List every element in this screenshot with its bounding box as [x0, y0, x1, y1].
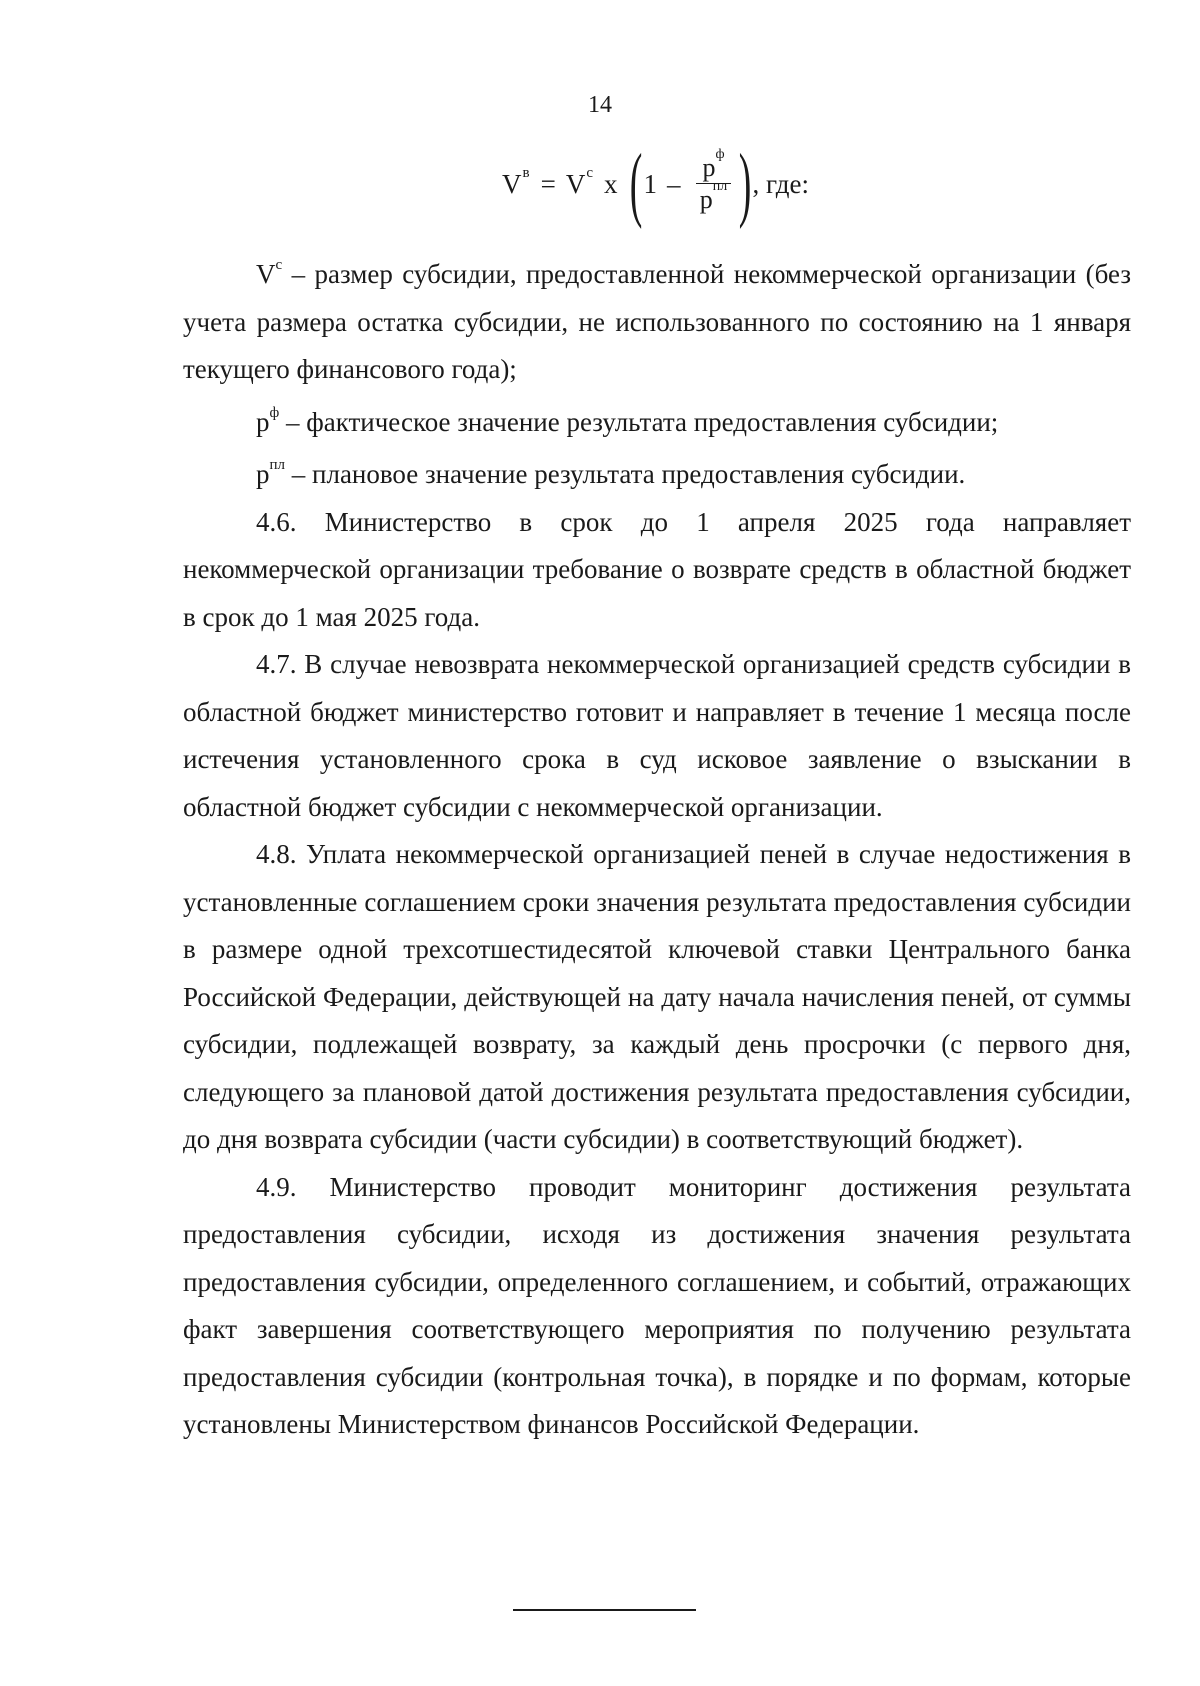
definition-ppl: $р^{пл}$ – плановое значение результата предоставления субсидии. [256, 457, 966, 489]
page-number: 14 [588, 92, 612, 118]
formula [502, 138, 809, 230]
formula-fraction [696, 147, 730, 217]
formula-minus: – [666, 168, 681, 199]
paragraph-4-9: 4.9. Министерство проводит мониторинг достижения результата предоставления субсидии, исходя из достижения значения результата предоставления субсидии, определенного соглашением, и событий, отражающих факт завершения соответствующего мероприятия по получению результата предоставления субсидии (контрольная точка), в порядке и по формам, которые установлены Министерством финансов Российской Федерации. [183, 1171, 1131, 1439]
formula-rhs: $V^с$ [565, 164, 594, 199]
formula-open-paren: ( [629, 137, 642, 230]
formula-close-paren: ) [738, 137, 751, 230]
definition-pf: $р^ф$ – фактическое значение результата предоставления субсидии; [256, 404, 999, 437]
formula-one: 1 [643, 168, 657, 199]
formula-denominator: $p^{пл}$ [699, 179, 728, 214]
formula-times: x [604, 168, 618, 199]
formula-lhs: $V^в$ [502, 164, 531, 199]
paragraph-4-8: 4.8. Уплата некоммерческой организацией пеней в случае недостижения в установленные соглашением сроки значения результата предоставления субсидии в размере одной трехсотшестидесятой ключевой ставки Центрального банка Российской Федерации, действующей на дату начала начисления пеней, от суммы субсидии, подлежащей возврату, за каждый день просрочки (с первого дня, следующего за плановой датой достижения результата предоставления субсидии, до дня возврата субсидии (части субсидии) в соответствующий бюджет). [183, 839, 1131, 1154]
paragraph-4-7: 4.7. В случае невозврата некоммерческой организацией средств субсидии в областной бюджет министерство готовит и направляет в течение 1 месяца после истечения установленного срока в суд исковое заявление о взыскании в областной бюджет субсидии с некоммерческой организации. [183, 649, 1131, 822]
paragraph-4-6: 4.6. Министерство в срок до 1 апреля 2025 года направляет некоммерческой организации требование о возврате средств в областной бюджет в срок до 1 мая 2025 года. [183, 506, 1131, 632]
document-body [183, 246, 1131, 1449]
footer-divider [513, 1609, 696, 1611]
formula-equals: = [540, 168, 556, 199]
formula-suffix: , где: [752, 168, 809, 199]
formula-numerator: $p^ф$ [696, 152, 730, 184]
definition-vc: $V^с$ – размер субсидии, предоставленной некоммерческой организации (без учета размера остатка субсидии, не использованного по состоянию на 1 января текущего финансового года); [183, 257, 1131, 384]
